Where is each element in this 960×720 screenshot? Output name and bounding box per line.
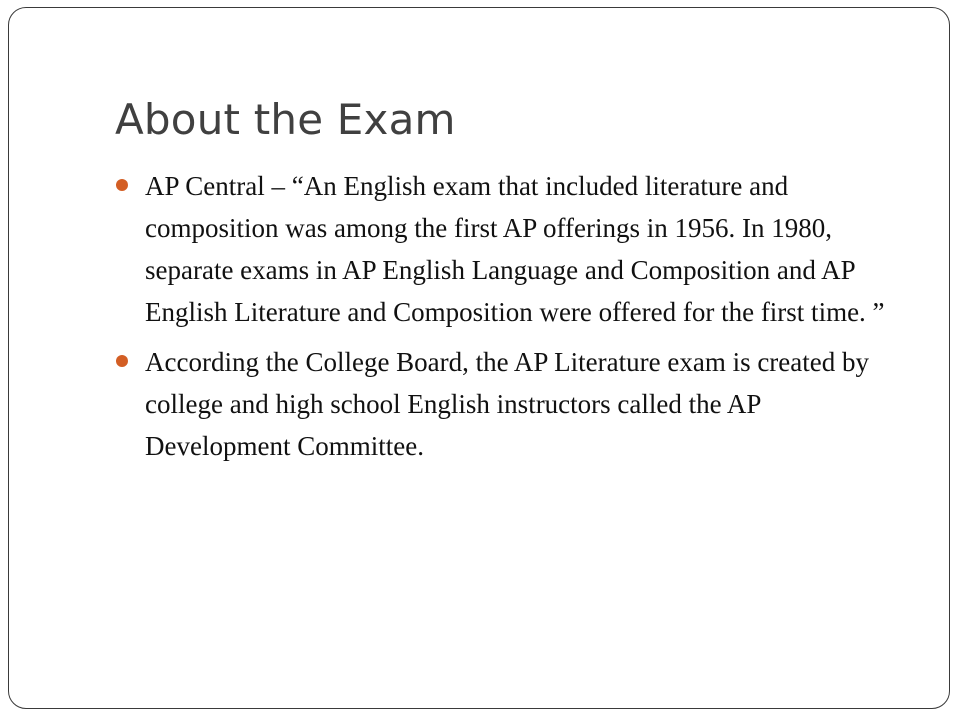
bullet-text: AP Central – “An English exam that included literature and composition was among the first AP offerings in 1956. In 1980, separate exams in AP English Language and Composition and AP English Literature and Composition were offered for the first time. ” [145,171,885,327]
bullet-dot-icon [116,355,128,367]
slide-title: About the Exam [115,95,456,144]
bullet-item [115,165,905,333]
bullet-text: According the College Board, the AP Literature exam is created by college and high school English instructors called the AP Development Committee. [145,347,870,461]
bullet-dot-icon [116,179,128,191]
bullet-item [115,341,905,467]
slide-frame [8,7,950,709]
bullet-list [115,165,905,475]
